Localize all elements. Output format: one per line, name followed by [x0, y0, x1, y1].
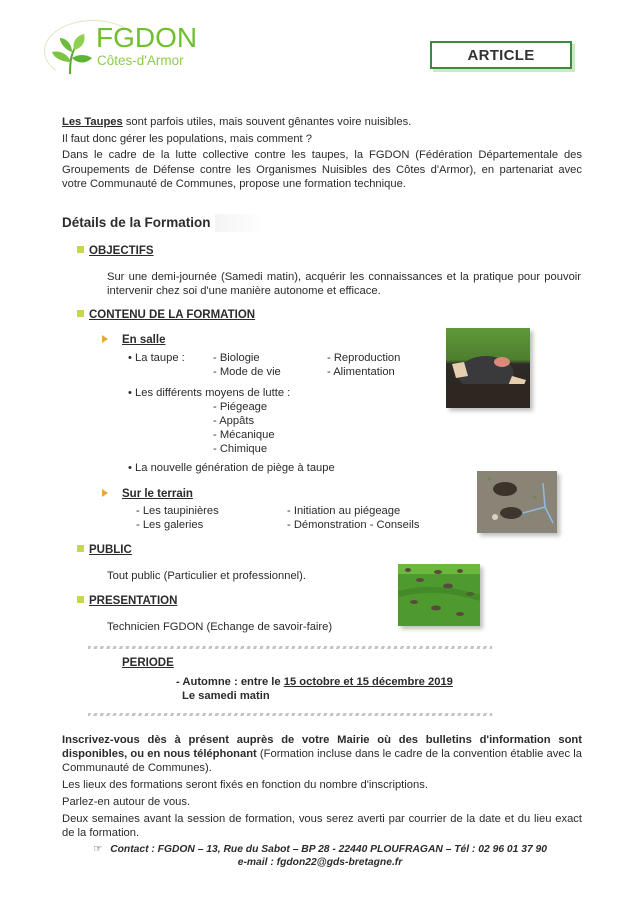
pointing-hand-icon: ☞: [92, 844, 103, 855]
list-item: - Chimique: [213, 443, 268, 455]
section-heading: CONTENU DE LA FORMATION: [89, 309, 256, 321]
lieux-text: Les lieux des formations seront fixés en fonction du nombre d'inscriptions.: [62, 779, 428, 791]
inscription-bold: Inscrivez-vous dès à présent auprès de votre Mairie où des bulletins d'information sont disponibles, ou en nous téléphonant: [62, 734, 582, 760]
section-presentation: [77, 595, 177, 607]
periode-dates: 15 octobre et 15 décembre 2019: [283, 676, 453, 688]
nouvelle-generation: • La nouvelle génération de piège à taupe: [128, 462, 335, 474]
periode-prefix: - Automne : entre le: [176, 676, 284, 688]
dashed-divider: [88, 713, 492, 716]
dashed-divider: [88, 646, 492, 649]
fgdon-logo: [36, 18, 206, 78]
subsection-heading: Sur le terrain: [122, 488, 193, 500]
square-bullet-icon: [77, 310, 84, 317]
footer-contact: [0, 843, 640, 869]
email-line[interactable]: e-mail : fgdon22@gds-bretagne.fr: [237, 857, 403, 868]
square-bullet-icon: [77, 545, 84, 552]
inscription-rest: (Formation incluse dans le cadre de la convention établie avec la Communauté de Communes).: [62, 748, 582, 774]
periode-line-2: Le samedi matin: [182, 690, 270, 702]
article-badge-label: ARTICLE: [467, 46, 535, 64]
subsection-heading: En salle: [122, 334, 166, 346]
subsection-en-salle: [102, 334, 165, 346]
terrain-list-col2: [287, 504, 419, 532]
objectifs-text: Sur une demi-journée (Samedi matin), acquérir les connaissances et la pratique pour pouvoir intervenir chez soi d'une manière autonome et efficace.: [107, 271, 581, 297]
periode-line-1: [176, 675, 453, 689]
trap-image: [477, 471, 557, 533]
list-item: - Reproduction: [327, 352, 401, 364]
triangle-bullet-icon: [102, 489, 108, 497]
plant-leaf-icon: [50, 32, 94, 76]
intro-line-1: [62, 115, 582, 130]
list-item: - Les galeries: [136, 519, 204, 531]
intro-highlight: Les Taupes: [62, 116, 123, 128]
terrain-list-col1: [136, 504, 219, 532]
list-item: - Démonstration - Conseils: [287, 519, 420, 531]
article-badge: [430, 41, 572, 69]
list-item: - Les taupinières: [136, 505, 219, 517]
square-bullet-icon: [77, 246, 84, 253]
mole-photo: [446, 328, 530, 408]
logo-title: FGDON: [96, 22, 198, 53]
presentation-text: Technicien FGDON (Echange de savoir-faire): [107, 621, 333, 633]
deux-semaines-text: Deux semaines avant la session de formation, vous serez averti par courrier de la date et du lieu exact de la formation.: [62, 813, 582, 839]
taupe-label: • La taupe :: [128, 352, 185, 364]
section-heading: OBJECTIFS: [89, 245, 154, 257]
mole-image: [446, 328, 530, 408]
heading-shade: [215, 214, 265, 232]
intro-line-1-text: sont parfois utiles, mais souvent gênantes voire nuisibles.: [122, 116, 412, 128]
list-item: - Initiation au piégeage: [287, 505, 401, 517]
periode-details: [176, 675, 453, 703]
taupe-list-col2: [327, 351, 400, 379]
list-item: - Mode de vie: [213, 366, 281, 378]
section-public: [77, 544, 132, 556]
parlez-text: Parlez-en autour de vous.: [62, 796, 191, 808]
intro: [62, 115, 582, 194]
list-item: - Alimentation: [327, 366, 395, 378]
moyens-label: • Les différents moyens de lutte :: [128, 387, 291, 399]
intro-line-3: Dans le cadre de la lutte collective contre les taupes, la FGDON (Fédération Départementale des Groupements de Défense contre les Organismes Nuisibles des Côtes d'Armor), en partenariat avec votre Communauté de Communes, propose une formation technique.: [62, 149, 582, 190]
section-contenu: [77, 309, 255, 321]
logo-subtitle: Côtes-d'Armor: [97, 53, 184, 68]
subsection-terrain: [102, 488, 193, 500]
list-item: - Mécanique: [213, 429, 275, 441]
contact-line: [0, 843, 640, 856]
intro-line-2: Il faut donc gérer les populations, mais comment ?: [62, 132, 312, 145]
trap-photo: [477, 471, 557, 533]
list-item: - Piégeage: [213, 401, 268, 413]
list-item: - Biologie: [213, 352, 260, 364]
section-heading: PRESENTATION: [89, 595, 178, 607]
list-item: - Appâts: [213, 415, 255, 427]
triangle-bullet-icon: [102, 335, 108, 343]
molehill-field-photo: [398, 564, 480, 626]
inscription-paragraph: [62, 733, 582, 775]
moyens-list: [213, 400, 275, 456]
square-bullet-icon: [77, 596, 84, 603]
inscription-block: [62, 733, 582, 840]
contact-text: Contact : FGDON – 13, Rue du Sabot – BP 28 - 22440 PLOUFRAGAN – Tél : 02 96 01 37 90: [110, 844, 548, 855]
section-objectifs: [77, 245, 154, 257]
section-heading: PUBLIC: [89, 544, 132, 556]
public-text: Tout public (Particulier et professionnel).: [107, 570, 306, 582]
field-image: [398, 564, 480, 626]
taupe-list-col1: [213, 351, 281, 379]
periode-heading: PERIODE: [122, 657, 174, 669]
details-heading: Détails de la Formation: [62, 215, 211, 230]
